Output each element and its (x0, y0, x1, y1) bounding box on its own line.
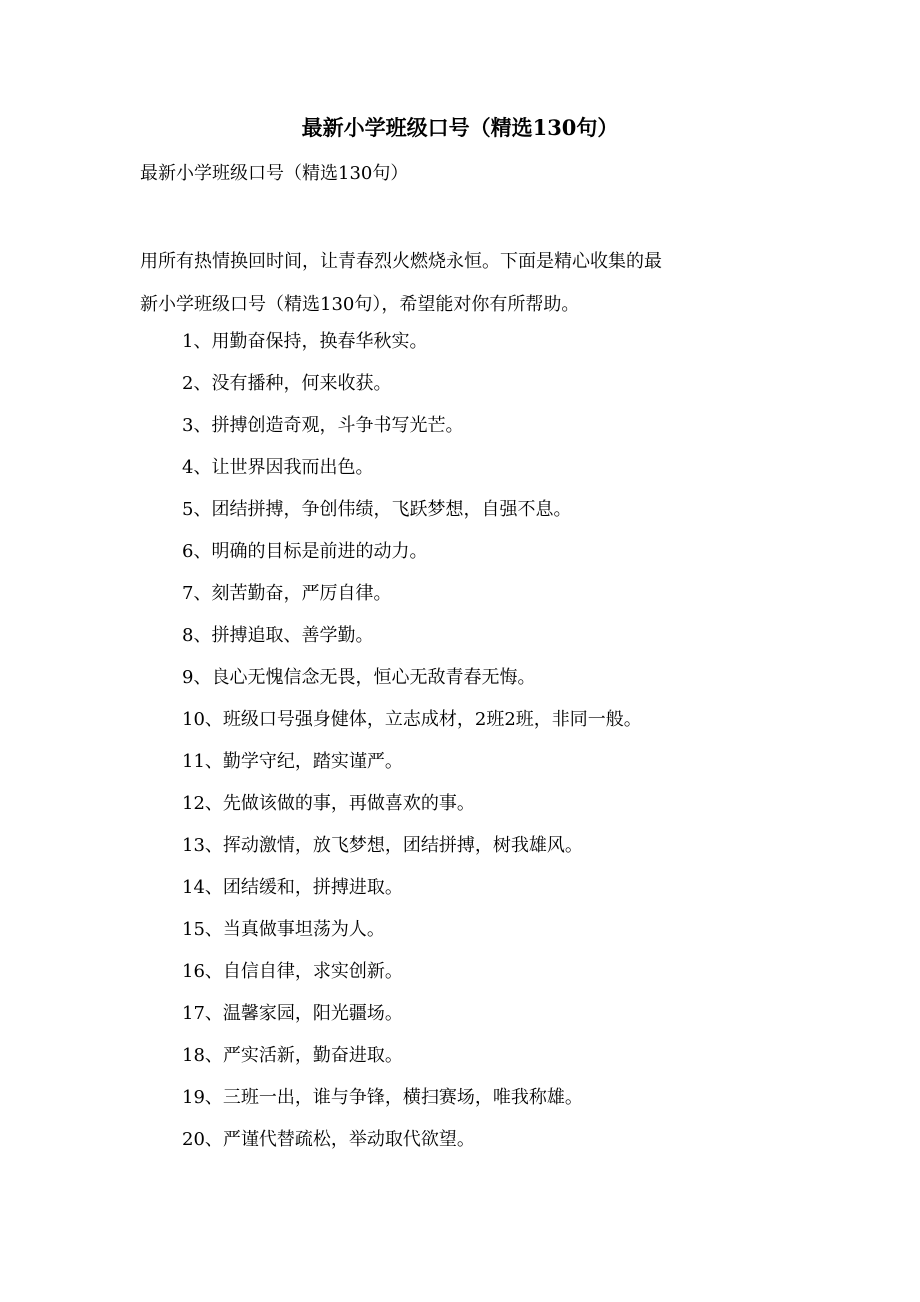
slogan-item: 2、没有播种，何来收获。 (182, 373, 392, 394)
slogan-item: 13、挥动激情，放飞梦想，团结拼搏，树我雄风。 (182, 835, 583, 856)
slogan-item: 1、用勤奋保持，换春华秋实。 (182, 331, 428, 352)
slogan-item: 15、当真做事坦荡为人。 (182, 919, 385, 940)
slogan-item: 11、勤学守纪，踏实谨严。 (182, 751, 403, 772)
slogan-item: 14、团结缓和，拼搏进取。 (182, 877, 403, 898)
intro-paragraph (140, 240, 780, 326)
slogan-item: 18、严实活新，勤奋进取。 (182, 1045, 403, 1066)
slogan-item: 9、良心无愧信念无畏，恒心无敌青春无悔。 (182, 667, 536, 688)
slogan-item: 16、自信自律，求实创新。 (182, 961, 403, 982)
slogan-item: 7、刻苦勤奋，严厉自律。 (182, 583, 392, 604)
slogan-item: 8、拼搏追取、善学勤。 (182, 625, 374, 646)
document-subtitle: 最新小学班级口号（精选130句） (140, 163, 409, 184)
slogan-item: 6、明确的目标是前进的动力。 (182, 541, 428, 562)
slogan-item: 17、温馨家园，阳光疆场。 (182, 1003, 403, 1024)
slogan-item: 5、团结拼搏，争创伟绩，飞跃梦想，自强不息。 (182, 499, 572, 520)
slogan-item: 10、班级口号强身健体，立志成材，2班2班，非同一般。 (182, 709, 642, 730)
slogan-item: 12、先做该做的事，再做喜欢的事。 (182, 793, 475, 814)
intro-line: 用所有热情换回时间，让青春烈火燃烧永恒。下面是精心收集的最 (140, 251, 662, 272)
intro-line: 新小学班级口号（精选130句），希望能对你有所帮助。 (140, 294, 580, 315)
slogan-item: 3、拼搏创造奇观，斗争书写光芒。 (182, 415, 464, 436)
slogan-item: 19、三班一出，谁与争锋，横扫赛场，唯我称雄。 (182, 1087, 583, 1108)
slogan-item: 20、严谨代替疏松，举动取代欲望。 (182, 1129, 475, 1150)
document-title: 最新小学班级口号（精选130句） (301, 115, 619, 140)
slogan-item: 4、让世界因我而出色。 (182, 457, 374, 478)
slogan-list (182, 325, 642, 1165)
